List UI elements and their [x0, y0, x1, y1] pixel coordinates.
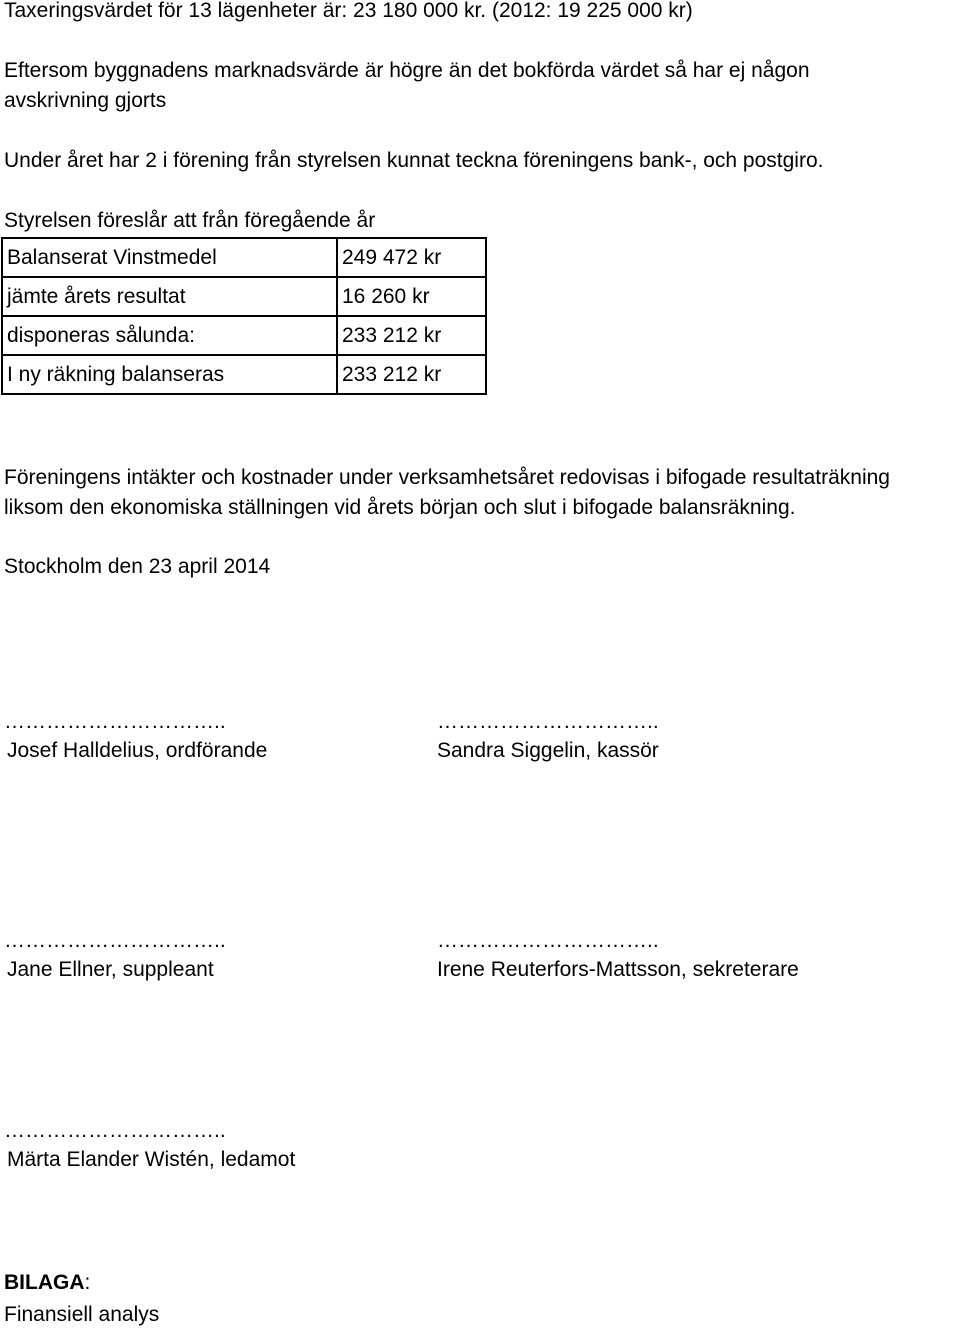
disposition-row: [2, 277, 486, 316]
signature-name-ledamot: Märta Elander Wistén, ledamot: [7, 1148, 296, 1171]
disposition-label: jämte årets resultat: [2, 277, 337, 316]
signature-name-ordforande: Josef Halldelius, ordförande: [7, 739, 268, 762]
avskrivning-text-line1: Eftersom byggnadens marknadsvärde är högre än det bokförda värdet så har ej någon: [4, 59, 810, 82]
signature-line: …………………………..: [4, 1119, 226, 1142]
signature-name-sekreterare: Irene Reuterfors-Mattsson, sekreterare: [437, 958, 799, 981]
disposition-value: 233 212 kr: [337, 355, 486, 394]
disposition-value: 233 212 kr: [337, 316, 486, 355]
styrelsen-foreslar-text: Styrelsen föreslår att från föregående år: [4, 209, 376, 232]
disposition-row: [2, 316, 486, 355]
disposition-row: [2, 238, 486, 277]
signature-name-kassor: Sandra Siggelin, kassör: [437, 739, 659, 762]
intakter-text-line1: Föreningens intäkter och kostnader under verksamhetsåret redovisas i bifogade resultaträkning: [4, 466, 890, 489]
disposition-value: 249 472 kr: [337, 238, 486, 277]
disposition-label: disponeras sålunda:: [2, 316, 337, 355]
intakter-text-line2: liksom den ekonomiska ställningen vid årets början och slut i bifogade balansräkning.: [4, 496, 796, 519]
disposition-value: 16 260 kr: [337, 277, 486, 316]
avskrivning-text-line2: avskrivning gjorts: [4, 89, 167, 112]
signature-line: …………………………..: [4, 710, 226, 733]
disposition-label: Balanserat Vinstmedel: [2, 238, 337, 277]
bilaga-item: Finansiell analys: [4, 1303, 160, 1326]
disposition-table: [1, 237, 487, 395]
teckningsratt-text: Under året har 2 i förening från styrelsen kunnat teckna föreningens bank-, och postgiro.: [4, 149, 824, 172]
bilaga-colon: :: [84, 1271, 91, 1294]
signature-line: …………………………..: [437, 710, 659, 733]
disposition-row: [2, 355, 486, 394]
taxeringsvarde-text: Taxeringsvärdet för 13 lägenheter är: 23 180 000 kr. (2012: 19 225 000 kr): [4, 0, 693, 22]
bilaga-label: BILAGA: [4, 1271, 85, 1294]
signature-line: …………………………..: [437, 929, 659, 952]
signature-line: …………………………..: [4, 929, 226, 952]
bilaga-heading: [4, 1268, 90, 1298]
ort-datum-text: Stockholm den 23 april 2014: [4, 555, 271, 578]
disposition-label: I ny räkning balanseras: [2, 355, 337, 394]
signature-name-suppleant: Jane Ellner, suppleant: [7, 958, 214, 981]
